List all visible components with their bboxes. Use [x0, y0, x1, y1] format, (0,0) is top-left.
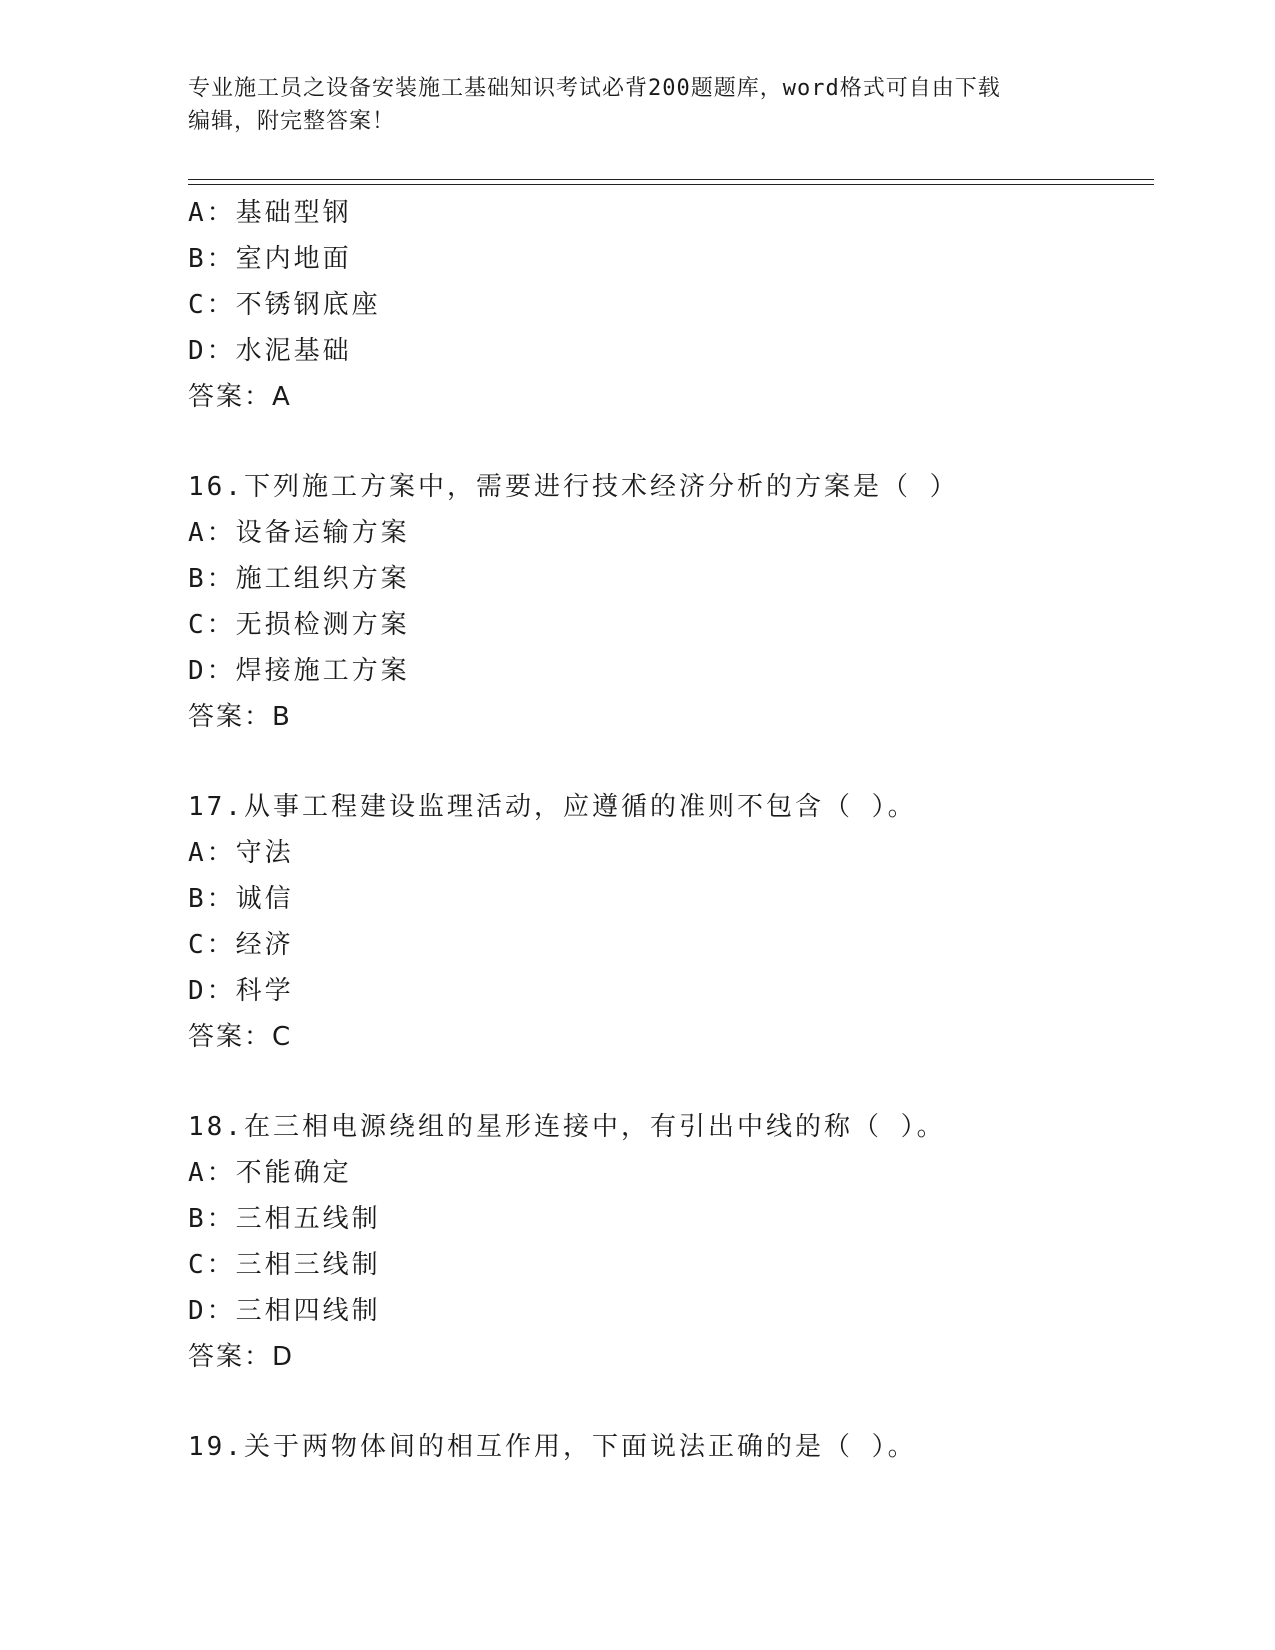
question-block-18: [188, 1104, 1148, 1380]
option-c: C：经济: [188, 930, 294, 960]
answer-line: 答案：C: [188, 1022, 293, 1052]
option-c: C：无损检测方案: [188, 610, 410, 640]
document-header: [188, 72, 1088, 138]
header-line-1: 专业施工员之设备安装施工基础知识考试必背200题题库，word格式可自由下载: [188, 76, 1001, 101]
option-b: B：室内地面: [188, 244, 352, 274]
question-block-19: [188, 1424, 1148, 1470]
option-d: D：水泥基础: [188, 336, 352, 366]
option-a: A：守法: [188, 838, 294, 868]
option-c: C：不锈钢底座: [188, 290, 381, 320]
question-text: 18.在三相电源绕组的星形连接中，有引出中线的称（ ）。: [188, 1112, 946, 1142]
answer-line: 答案：B: [188, 702, 292, 732]
option-a: A：基础型钢: [188, 198, 352, 228]
option-a: A：不能确定: [188, 1158, 352, 1188]
question-text: 17.从事工程建设监理活动，应遵循的准则不包含（ ）。: [188, 792, 917, 822]
option-d: D：科学: [188, 976, 294, 1006]
header-rule-top: [188, 179, 1154, 180]
option-d: D：焊接施工方案: [188, 656, 410, 686]
option-d: D：三相四线制: [188, 1296, 381, 1326]
option-b: B：诚信: [188, 884, 294, 914]
answer-line: 答案：D: [188, 1342, 295, 1372]
question-block-15: [188, 190, 1148, 420]
option-a: A：设备运输方案: [188, 518, 410, 548]
header-line-2: 编辑，附完整答案！: [188, 109, 396, 134]
option-c: C：三相三线制: [188, 1250, 381, 1280]
question-block-17: [188, 784, 1148, 1060]
question-block-16: [188, 464, 1148, 740]
question-text: 19.关于两物体间的相互作用，下面说法正确的是（ ）。: [188, 1432, 917, 1462]
header-rule-bottom: [188, 184, 1154, 185]
question-text: 16.下列施工方案中，需要进行技术经济分析的方案是（ ）: [188, 472, 959, 502]
option-b: B：三相五线制: [188, 1204, 381, 1234]
question-list: [188, 190, 1148, 1470]
answer-line: 答案：A: [188, 382, 292, 412]
option-b: B：施工组织方案: [188, 564, 410, 594]
